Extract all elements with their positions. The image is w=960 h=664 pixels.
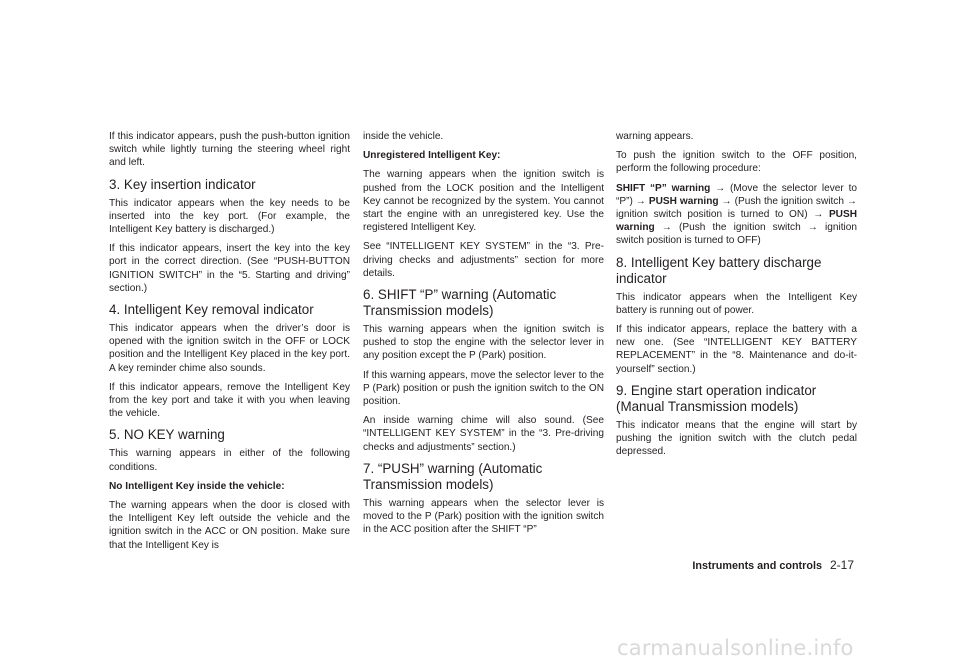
- text-column-2: [363, 130, 604, 542]
- paragraph: warning appears.: [616, 131, 694, 142]
- page-number: 2-17: [829, 558, 854, 572]
- section-heading: 5. NO KEY warning: [109, 427, 225, 443]
- text-column-3: [616, 130, 857, 464]
- sequence-text: → (Move the selector lever to “P”) →: [616, 182, 857, 207]
- paragraph: An inside warning chime will also sound. (See “INTELLIGENT KEY SYSTEM” in the “3. Pre-driving checks and adjustments” section.): [363, 415, 604, 453]
- paragraph: This warning appears when the ignition switch is pushed to stop the engine with the selector lever in any position except the P (Park) position.: [363, 324, 604, 362]
- keyword: SHIFT “P” warning: [616, 182, 711, 194]
- footer-section-title: Instruments and controls: [692, 560, 822, 572]
- sequence-text: → (Push the ignition switch → ignition switch position is turned to OFF): [616, 222, 857, 247]
- page-footer: [684, 558, 854, 572]
- section-heading: 3. Key insertion indicator: [109, 176, 256, 192]
- procedure-sequence: [616, 182, 857, 248]
- paragraph: If this warning appears, move the selector lever to the P (Park) position or push the ignition switch to the ON position.: [363, 369, 604, 408]
- paragraph: inside the vehicle.: [363, 131, 444, 142]
- paragraph: If this indicator appears, push the push-button ignition switch while lightly turning the steering wheel right and left.: [109, 131, 350, 169]
- paragraph: If this indicator appears, replace the battery with a new one. (See “INTELLIGENT KEY BATTERY REPLACEMENT” in the “8. Maintenance and do-it-yourself” section.): [616, 324, 857, 375]
- text-column-1: [109, 130, 350, 558]
- paragraph: If this indicator appears, remove the Intelligent Key from the key port and take it with you when leaving the vehicle.: [109, 381, 350, 420]
- section-heading: 8. Intelligent Key battery discharge indicator: [616, 254, 822, 286]
- sequence-text: → (Push the ignition switch → ignition switch position is turned to ON) →: [616, 195, 858, 221]
- paragraph: This indicator appears when the driver’s door is opened with the ignition switch in the OFF or LOCK position and the Intelligent Key placed in the key port. A key reminder chime also sounds.: [109, 323, 350, 374]
- paragraph: To push the ignition switch to the OFF position, perform the following procedure:: [616, 150, 857, 175]
- sub-heading: No Intelligent Key inside the vehicle:: [109, 480, 285, 492]
- keyword: PUSH warning: [616, 209, 857, 234]
- section-heading: 6. SHIFT “P” warning (Automatic Transmission models): [363, 287, 557, 319]
- paragraph: This warning appears in either of the following conditions.: [109, 448, 350, 473]
- section-heading: 7. “PUSH” warning (Automatic Transmission models): [363, 460, 543, 492]
- paragraph: This indicator appears when the key needs to be inserted into the key port. (For example, the Intelligent Key battery is discharged.): [109, 197, 350, 236]
- keyword: PUSH warning: [648, 195, 719, 207]
- paragraph: The warning appears when the ignition switch is pushed from the LOCK position and the Intelligent Key cannot be recognized by the system. You cannot start the engine with an unregistered key. Use the registered Intelligent Key.: [363, 169, 604, 234]
- sub-heading: Unregistered Intelligent Key:: [363, 150, 501, 162]
- section-heading: 4. Intelligent Key removal indicator: [109, 302, 314, 318]
- paragraph: See “INTELLIGENT KEY SYSTEM” in the “3. Pre-driving checks and adjustments” section for more details.: [363, 241, 604, 279]
- watermark: carmanualsonline.info: [617, 636, 854, 660]
- paragraph: This warning appears when the selector lever is moved to the P (Park) position with the ignition switch in the ACC position after the SHIFT “P”: [363, 497, 604, 536]
- paragraph: If this indicator appears, insert the key into the key port in the correct direction. (See “PUSH-BUTTON IGNITION SWITCH” in the “5. Starting and driving” section.): [109, 243, 350, 294]
- paragraph: This indicator appears when the Intelligent Key battery is running out of power.: [616, 291, 857, 316]
- paragraph: This indicator means that the engine will start by pushing the ignition switch with the clutch pedal depressed.: [616, 419, 857, 458]
- paragraph: The warning appears when the door is closed with the Intelligent Key left outside the vehicle and the ignition switch in the ACC or ON position. Make sure that the Intelligent Key is: [109, 500, 350, 551]
- section-heading: 9. Engine start operation indicator (Manual Transmission models): [616, 382, 817, 414]
